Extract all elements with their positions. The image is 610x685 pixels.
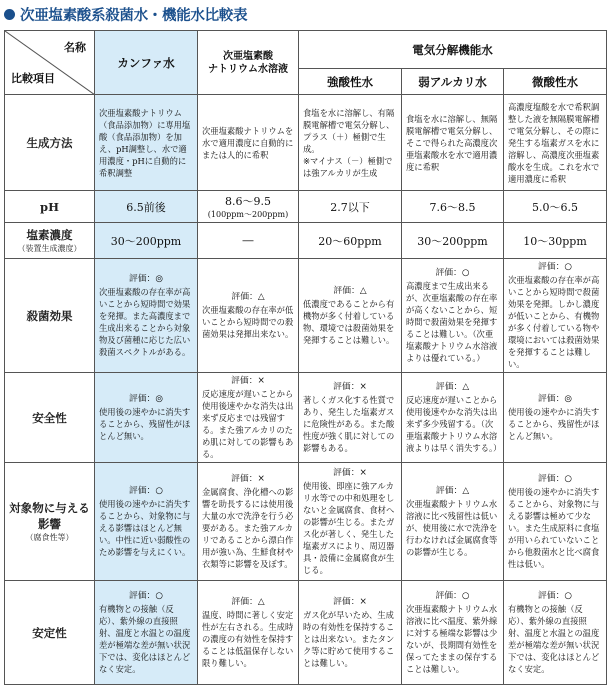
rating-label: 評価：◎ <box>128 274 164 284</box>
table-cell <box>299 191 402 223</box>
table-cell <box>299 259 402 373</box>
table-cell <box>95 223 198 259</box>
table-cell <box>504 223 607 259</box>
table-cell <box>504 373 607 463</box>
table-cell <box>504 95 607 191</box>
cell-text: 温度、時間に著しく安定性が左右される。生成時の濃度の有効性を保持することは低温保存しない限り難しい。 <box>202 610 294 668</box>
table-cell <box>402 191 504 223</box>
cell-text: 次亜塩素酸の存在率が高いことから短時間で効果を発揮。また高濃度まで生成出来ることから対象物及び菌種に応じた広い殺菌スペクトルがある。 <box>99 287 191 357</box>
rating-label: 評価：○ <box>435 268 470 278</box>
table-row <box>5 581 607 685</box>
cell-text: 次亜塩素酸ナトリウムを水で適用濃度に自動的にまたは人的に希釈 <box>202 125 294 160</box>
cell-value: 2.7以下 <box>330 200 370 214</box>
cell-value: 6.5前後 <box>126 200 166 214</box>
cell-text: 次亜塩素酸の存在率が高いことから短時間で殺菌効果を発揮。しかし濃度が低いことから、有機物が多く付着している物や環境においては殺菌効果を発揮することは難しい。 <box>508 275 600 369</box>
cell-text: 高濃度塩酸を水で希釈調整した液を無隔膜電解槽で電気分解し、その際に発生する塩素ガスを水に溶解し、高濃度次亜塩素酸水を生成。これを水で適用濃度に希釈 <box>508 101 600 184</box>
table-cell <box>504 259 607 373</box>
table-cell <box>198 463 299 581</box>
cell-value: 7.6～8.5 <box>429 200 476 214</box>
table-row <box>5 463 607 581</box>
cell-text: 使用後の速やかに消失することから、残留性がほとんど無い。 <box>508 407 600 441</box>
rating-label: 評価：○ <box>128 591 164 601</box>
header-jakuarukari: 弱アルカリ水 <box>402 69 504 95</box>
row-header-sublabel: （腐食性等） <box>25 533 74 542</box>
bullet-icon <box>4 9 15 20</box>
table-row <box>5 191 607 223</box>
table-cell <box>198 373 299 463</box>
rating-label: 評価：△ <box>333 286 367 296</box>
rating-label: 評価：× <box>231 474 265 484</box>
cell-subvalue: (100ppm～200ppm) <box>207 210 289 219</box>
row-header <box>5 373 95 463</box>
rating-label: 評価：× <box>333 597 367 607</box>
table-cell <box>402 95 504 191</box>
rating-label: 評価：△ <box>435 382 470 392</box>
table-cell <box>402 223 504 259</box>
rating-label: 評価：△ <box>231 597 265 607</box>
table-cell <box>504 463 607 581</box>
table-cell <box>402 581 504 685</box>
row-header <box>5 259 95 373</box>
cell-value: 30～200ppm <box>417 234 488 248</box>
table-cell <box>299 463 402 581</box>
table-cell <box>299 223 402 259</box>
cell-text: 次亜塩素酸ナトリウム水溶液に比べ温度、紫外線に対する極端な影響は少ないが、長期間有効性を保ってたままの保存することは難しい。 <box>406 604 498 674</box>
cell-text: 食塩を水に溶解し、無隔膜電解槽で電気分解し、そこで得られた高濃度次亜塩素酸水を水で適用濃度に希釈 <box>406 113 498 172</box>
header-kyosan: 強酸性水 <box>299 69 402 95</box>
cell-value: 8.6～9.5 <box>225 195 271 208</box>
table-cell <box>95 463 198 581</box>
rating-label: 評価：○ <box>537 262 573 272</box>
rating-label: 評価：△ <box>231 292 265 302</box>
cell-value: 5.0～6.5 <box>532 200 578 214</box>
row-header <box>5 223 95 259</box>
row-header-label: 殺菌効果 <box>26 308 73 323</box>
cell-text: 使用後の速やかに消失することから、対象物に与える影響はほとんど無い。中性に近い弱酸性のため影響を与えにくい。 <box>99 499 191 557</box>
corner-item-label: 比較項目 <box>11 72 55 85</box>
cell-value: 20～60ppm <box>318 234 382 248</box>
page-title <box>4 3 247 25</box>
cell-text: ガス化が早いため、生成時の有効性を保持することは出来ない。またタンク等に貯めて使用することは難しい。 <box>303 610 395 668</box>
rating-label: 評価：× <box>231 376 265 386</box>
comparison-table <box>4 30 607 685</box>
table-cell <box>198 191 299 223</box>
table-cell <box>95 581 198 685</box>
row-header-label: 対象物に与える 影響 <box>9 501 90 531</box>
cell-text: 使用後、即座に強アルカリ水等での中和処理をしないと金属腐食、食材への影響が生じる。またガス化が著しく、発生した塩素ガスにより、周辺器具・設備に金属腐食が生じる。 <box>303 481 395 575</box>
row-header <box>5 191 95 223</box>
header-bisan: 微酸性水 <box>504 69 607 95</box>
cell-text: 有機物との接触（反応）、紫外線の直接照射、温度と水温との温度差が極端な差が無い状況下では、変化はほとんどなく安定。 <box>99 604 191 674</box>
cell-value: 30～200ppm <box>110 234 182 248</box>
cell-text: 著しくガス化する性質であり、発生した塩素ガスに危険性がある。また酸性度が強く肌に対しての影響もある。 <box>303 395 395 453</box>
header-naclo: 次亜塩素酸 ナトリウム水溶液 <box>198 31 299 95</box>
header-denki: 電気分解機能水 <box>299 31 607 69</box>
table-row <box>5 95 607 191</box>
cell-text: 食塩を水に溶解し、有隔膜電解槽で電気分解し、プラス（＋）極側で生成。 ※マイナス（－）極側では強アルカリが生成 <box>303 107 395 178</box>
rating-label: 評価：△ <box>435 486 470 496</box>
cell-text: 有機物との接触（反応）、紫外線の直接照射、温度と水温との温度差が極端な差が無い状況下では、変化はほとんどなく安定。 <box>508 604 600 674</box>
table-cell <box>198 259 299 373</box>
rating-label: 評価：◎ <box>537 394 573 404</box>
row-header-label: 生成方法 <box>26 135 73 150</box>
row-header <box>5 95 95 191</box>
rating-label: 評価：○ <box>537 474 573 484</box>
cell-text: 次亜塩素酸ナトリウム（食品添加物）に専用塩酸（食品添加物）を加え、pH調整し、水で適用濃度・pHに自動的に希釈調整 <box>99 107 191 178</box>
cell-text: 低濃度であることから有機物が多く付着している物、環境では殺菌効果を発揮することは難しい。 <box>303 299 395 345</box>
table-row <box>5 373 607 463</box>
corner-cell <box>5 31 95 95</box>
cell-text: 金属腐食、浄化槽への影響を助長するには使用後大量の水で洗浄を行う必要がある。また強アルカリであることから漂白作用が強い為、生鮮食材や衣類等に影響を及ぼす。 <box>202 487 294 569</box>
table-cell <box>402 463 504 581</box>
rating-label: 評価：◎ <box>128 394 164 404</box>
table-cell <box>95 259 198 373</box>
rating-label: 評価：○ <box>435 591 470 601</box>
cell-text: 使用後の速やかに消失することから、対象物に与える影響は極めて少ない。また生成原料に食塩が用いられていないことから他殺菌水と比べ腐食性は低い。 <box>508 487 600 569</box>
table-cell <box>402 259 504 373</box>
table-cell <box>95 373 198 463</box>
rating-label: 評価：○ <box>128 486 164 496</box>
table-cell <box>198 581 299 685</box>
table-cell <box>198 223 299 259</box>
table-cell <box>504 191 607 223</box>
cell-value: ― <box>242 234 254 247</box>
header-kanfa: カンファ水 <box>95 31 198 95</box>
cell-text: 高濃度まで生成出来るが、次亜塩素酸の存在率が高くないことから、短時間で殺菌効果を発揮することは難しい。（次亜塩素酸ナトリウム水溶液よりは優れている。） <box>406 281 498 363</box>
table-cell <box>299 95 402 191</box>
rating-label: 評価：× <box>333 382 367 392</box>
table-row <box>5 259 607 373</box>
rating-label: 評価：○ <box>537 591 573 601</box>
table-row <box>5 223 607 259</box>
row-header-sublabel: （装置生成濃度） <box>17 244 82 253</box>
table-cell <box>95 95 198 191</box>
table-cell <box>198 95 299 191</box>
row-header <box>5 581 95 685</box>
table-cell <box>95 191 198 223</box>
cell-text: 反応速度が遅いことから使用後速やかな消失は出来ず多少残留する。（次亜塩素酸ナトリウム水溶液よりは早く消失する。） <box>406 395 502 453</box>
row-header-label: pH <box>40 199 59 214</box>
title-text: 次亜塩素酸系殺菌水・機能水比較表 <box>20 7 248 24</box>
row-header-label: 安定性 <box>32 625 67 640</box>
cell-text: 次亜塩素酸ナトリウム水溶液に比べ残留性は低いが、使用後に水で洗浄を行わなければ金属腐食等の影響が生じる。 <box>406 499 498 557</box>
cell-text: 次亜塩素酸の存在率が低いことから短時間での殺菌効果は発揮出来ない。 <box>202 305 294 339</box>
cell-text: 反応速度が遅いことから使用後速やかな消失は出来ず反応までは残留する。また強アルカリのため肌に対しての影響もある。 <box>202 389 294 459</box>
cell-value: 10～30ppm <box>523 234 587 248</box>
corner-name-label: 名称 <box>64 41 86 54</box>
table-cell <box>299 581 402 685</box>
table-cell <box>402 373 504 463</box>
table-cell <box>299 373 402 463</box>
row-header-label: 塩素濃度 <box>26 228 73 242</box>
rating-label: 評価：× <box>333 468 367 478</box>
table-cell <box>504 581 607 685</box>
row-header-label: 安全性 <box>32 410 67 425</box>
cell-text: 使用後の速やかに消失することから、残留性がほとんど無い。 <box>99 407 191 441</box>
row-header <box>5 463 95 581</box>
